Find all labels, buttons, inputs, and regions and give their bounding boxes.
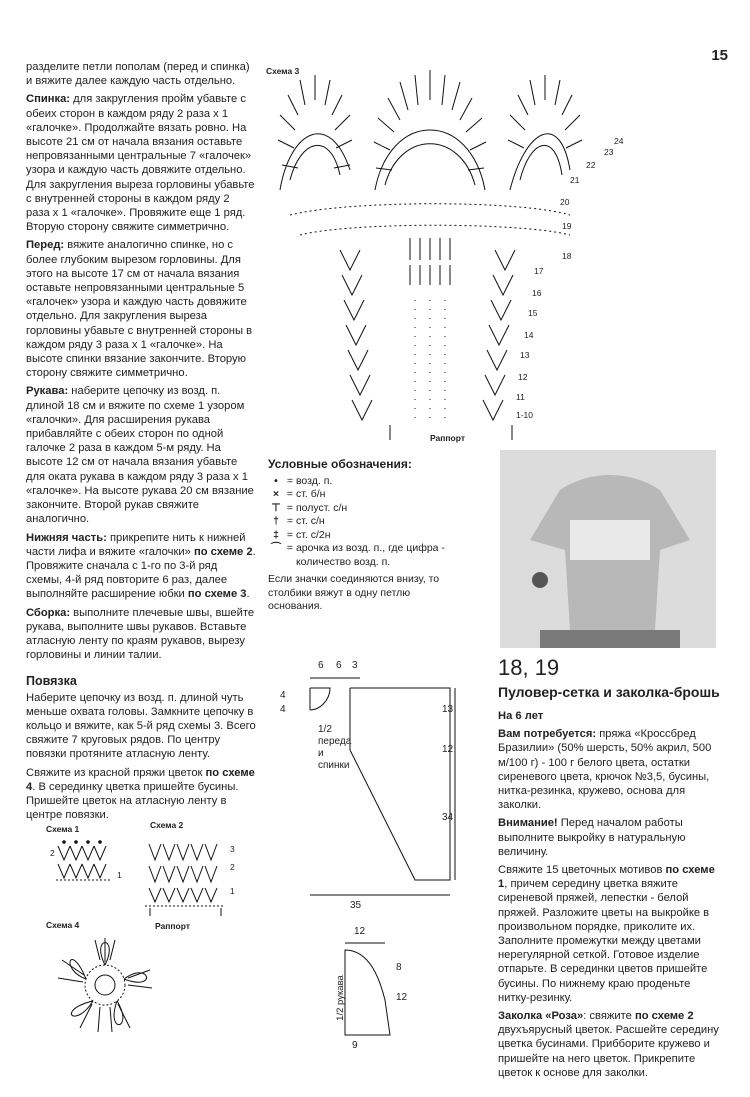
arch-icon: ⌒ bbox=[270, 542, 282, 554]
right-column bbox=[498, 656, 720, 1084]
assembly-text: выполните плечевые швы, вшейте рукава, выполните швы рукавов. Вставьте атласную ленту по краям рукавов, вырезу горловины и линии талии. bbox=[26, 606, 255, 662]
left-column bbox=[26, 60, 256, 826]
s1-row1: 1 bbox=[117, 870, 122, 880]
intro-text: разделите петли пополам (перед и спинка) и вяжите далее каждую часть отдельно. bbox=[26, 61, 250, 88]
legend-text: возд. п. bbox=[295, 474, 333, 487]
article-number: 18, 19 bbox=[498, 655, 560, 680]
sc-icon: × bbox=[272, 488, 280, 500]
legend-text: арочка из возд. п., где цифра - количество возд. п. bbox=[295, 542, 445, 568]
dim-label: 4 bbox=[280, 704, 286, 715]
dim-label: 12 bbox=[442, 744, 454, 755]
pattern-part-label bbox=[318, 724, 351, 772]
lower-text-a: прикрепите нить к нижней части лифа и вяжите «галочки» bbox=[26, 531, 246, 558]
row-label: 21 bbox=[570, 175, 580, 185]
pattern-label-line: спинки bbox=[318, 760, 350, 771]
legend-item: × = ст. б/н bbox=[268, 488, 458, 502]
pattern-labels bbox=[280, 660, 470, 920]
materials bbox=[498, 727, 720, 812]
clip-text-a: : свяжите bbox=[583, 1010, 635, 1023]
pullover-text-c: , причем середину цветка вяжите сиреневой пряжей, лепестки - белой пряжей. Разложите цветы на выкройке в произвольном порядке, приколите их. Заполните промежутки между цветами нерегулярной сеткой. Готовое изделие отпарьте. В серединки цветов пришейте бусины. По нижнему краю проденьте нитку-резинку. bbox=[498, 878, 710, 1004]
back-section bbox=[26, 92, 256, 234]
dim-label: 35 bbox=[350, 900, 362, 911]
age-label: На 6 лет bbox=[498, 710, 544, 722]
legend-item: • = возд. п. bbox=[268, 475, 458, 489]
scheme2-label: Схема 2 bbox=[150, 820, 184, 830]
headband-text: Наберите цепочку из возд. п. длиной чуть меньше охвата головы. Замкните цепочку в кольцо и вяжите, как 5-й ряд схемы 3. Всего свяжите 7 круговых рядов. По центру повязки протяните атласную ленту. bbox=[26, 691, 256, 761]
attention-text: Перед началом работы выполните выкройку в натуральную величину. bbox=[498, 817, 686, 858]
row-label: 24 bbox=[614, 136, 624, 146]
assembly-heading: Сборка: bbox=[26, 606, 71, 619]
dim-label: 6 bbox=[336, 660, 342, 671]
sleeve-labels bbox=[334, 926, 420, 1056]
sleeves-text: наберите цепочку из возд. п. длиной 18 см и вяжите по схеме 1 узором «галочки». Для расширения рукава прибавляйте с обеих сторон по одной галочке 2 раза в каждом 5-м ряду. На высоте 12 см от начала вязания убавьте для оката рукава в каждом ряду 3 раза х 1 «галочке». На высоте рукава 20 см вязание закончите. Второй рукав свяжите аналогично. bbox=[26, 385, 254, 526]
flower-text-b: по схеме 4 bbox=[26, 766, 255, 793]
flower-text bbox=[26, 766, 256, 823]
pullover-text-a: Свяжите 15 цветочных мотивов bbox=[498, 864, 666, 877]
clip-text-c: двухъярусный цветок. Расшейте середину цветка бусинами. Прибборите кружево и пришейте на него цветок. Прикрепите цветок к основе для заколки. bbox=[498, 1024, 719, 1079]
legend-item: ‡ = ст. с/2н bbox=[268, 529, 458, 543]
scheme1-diagram bbox=[56, 838, 116, 883]
page-number: 15 bbox=[711, 47, 728, 64]
materials-text: пряжа «Кроссбред Бразилии» (50% шерсть, 50% акрил, 500 м/100 г) - 100 г белого цвета, остатки сиреневого цвета, крючок №3,5, бусины, нитка-резинка, кружево, основа для заколки. bbox=[498, 728, 712, 812]
row-label: 15 bbox=[528, 308, 538, 318]
dim-label: 12 bbox=[396, 992, 408, 1003]
s2-row3: 3 bbox=[230, 844, 235, 854]
pattern-label-line: переда bbox=[318, 736, 352, 747]
back-heading: Спинка: bbox=[26, 93, 71, 106]
dim-label: 3 bbox=[352, 660, 358, 671]
materials-heading: Вам потребуется: bbox=[498, 728, 597, 741]
row-label: 1-10 bbox=[516, 410, 534, 420]
attention-heading: Внимание! bbox=[498, 817, 558, 830]
row-label: 22 bbox=[586, 160, 596, 170]
lower-text-d: по схеме 3 bbox=[187, 588, 247, 601]
legend bbox=[268, 458, 458, 614]
sleeves-heading: Рукава: bbox=[26, 385, 69, 398]
dim-label: 13 bbox=[442, 704, 454, 715]
front-section bbox=[26, 238, 256, 380]
dim-label: 8 bbox=[396, 962, 402, 973]
dim-label: 4 bbox=[280, 690, 286, 701]
lower-part-section bbox=[26, 531, 256, 602]
assembly-section bbox=[26, 606, 256, 663]
lower-part-heading: Нижняя часть: bbox=[26, 531, 107, 544]
legend-note: Если значки соединяются внизу, то столбики вяжут в одну петлю основания. bbox=[268, 573, 440, 612]
s1-row2: 2 bbox=[50, 848, 55, 858]
row-label: 20 bbox=[560, 197, 570, 207]
headband-heading: Повязка bbox=[26, 674, 77, 689]
scheme1-label: Схема 1 bbox=[46, 824, 80, 834]
clip-text-b: по схеме 2 bbox=[634, 1010, 694, 1023]
pattern-label-line: 1/2 bbox=[318, 724, 332, 735]
legend-text: ст. с/н bbox=[295, 515, 325, 527]
legend-text: полуст. с/н bbox=[295, 501, 348, 514]
lower-text-b: по схеме 2 bbox=[193, 545, 253, 558]
rapport-label: Раппорт bbox=[430, 433, 465, 443]
rapport2-label: Раппорт bbox=[155, 921, 190, 931]
pattern-label-line: и bbox=[318, 748, 324, 759]
scheme4-label: Схема 4 bbox=[46, 920, 80, 930]
row-label: 11 bbox=[516, 392, 525, 402]
pullover-instructions bbox=[498, 863, 720, 1005]
garment-photo bbox=[500, 450, 716, 648]
hdc-icon: ⊤ bbox=[271, 501, 281, 514]
row-label: 19 bbox=[562, 221, 572, 231]
row-label: 23 bbox=[604, 147, 614, 157]
row-label: 18 bbox=[562, 251, 572, 261]
dim-label: 9 bbox=[352, 1040, 358, 1051]
dc-icon: † bbox=[273, 515, 279, 527]
scheme3-label: Схема 3 bbox=[266, 66, 300, 76]
back-text: для закругления пройм убавьте с обеих сторон в каждом ряду 2 раза х 1 «галочке». Продолжайте вязать ровно. На высоте 21 см от начала вязания оставьте непровязанными центральные 7 «галочек» узора и каждую часть довяжите отдельно. Для закругления выреза горловины убавьте с внутренней стороны в каждом ряду 2 раза х 1 «галочке». Провяжите еще 1 ряд. Вторую сторону свяжите симметрично. bbox=[26, 93, 255, 234]
article-title: Пуловер-сетка и заколка-брошь bbox=[498, 684, 720, 700]
row-label: 14 bbox=[524, 330, 534, 340]
legend-title: Условные обозначения: bbox=[268, 457, 412, 471]
pullover-text-b: по схеме 1 bbox=[498, 864, 715, 891]
legend-item: † = ст. с/н bbox=[268, 515, 458, 529]
lower-text-c: . Провяжите сначала с 1-го по 3-й ряд схемы, 4-й ряд повторите 6 раз, далее выполняйте расширение юбки bbox=[26, 545, 256, 601]
scheme2-diagram bbox=[145, 838, 230, 913]
tr-icon: ‡ bbox=[273, 528, 279, 541]
sleeve-part-label: 1/2 рукава bbox=[334, 975, 346, 1021]
legend-text: ст. с/2н bbox=[295, 528, 331, 541]
flower-text-c: . В серединку цветка пришейте бусины. Пришейте цветок на атласную ленту в центре повязки. bbox=[26, 780, 239, 822]
attention bbox=[498, 816, 720, 859]
dim-label: 34 bbox=[442, 812, 454, 823]
scheme4-diagram bbox=[50, 930, 160, 1040]
sleeves-section bbox=[26, 384, 256, 526]
front-text: вяжите аналогично спинке, но с более глубоким вырезом горловины. Для этого на высоте 17 см от начала вязания оставьте непровязанными центральные 5 «галочек» узора и каждую часть довяжите отдельно. Для закругления выреза горловины убавьте с внутренней стороны в каждом ряду 3 раза х 1 «галочке». На высоте спинки вязание закончите. Вторую сторону свяжите симметрично. bbox=[26, 239, 253, 380]
scheme3-row-numbers bbox=[500, 132, 640, 422]
legend-item: ⊤ = полуст. с/н bbox=[268, 502, 458, 516]
clip-instructions bbox=[498, 1009, 720, 1080]
clip-heading: Заколка «Роза» bbox=[498, 1010, 584, 1023]
lower-text-e: . bbox=[246, 588, 250, 601]
legend-text: ст. б/н bbox=[295, 488, 326, 500]
chain-icon: • bbox=[274, 474, 278, 487]
s2-row2: 2 bbox=[230, 862, 235, 872]
front-heading: Перед: bbox=[26, 239, 65, 252]
flower-text-a: Свяжите из красной пряжи цветок bbox=[26, 766, 206, 779]
row-label: 16 bbox=[532, 288, 542, 298]
dim-label: 12 bbox=[354, 926, 366, 937]
legend-item: ⌒ = арочка из возд. п., где цифра - количество возд. п. bbox=[268, 542, 458, 569]
row-label: 12 bbox=[518, 372, 528, 382]
dim-label: 6 bbox=[318, 660, 324, 671]
s2-row1: 1 bbox=[230, 886, 235, 896]
row-label: 17 bbox=[534, 266, 544, 276]
row-label: 13 bbox=[520, 350, 530, 360]
